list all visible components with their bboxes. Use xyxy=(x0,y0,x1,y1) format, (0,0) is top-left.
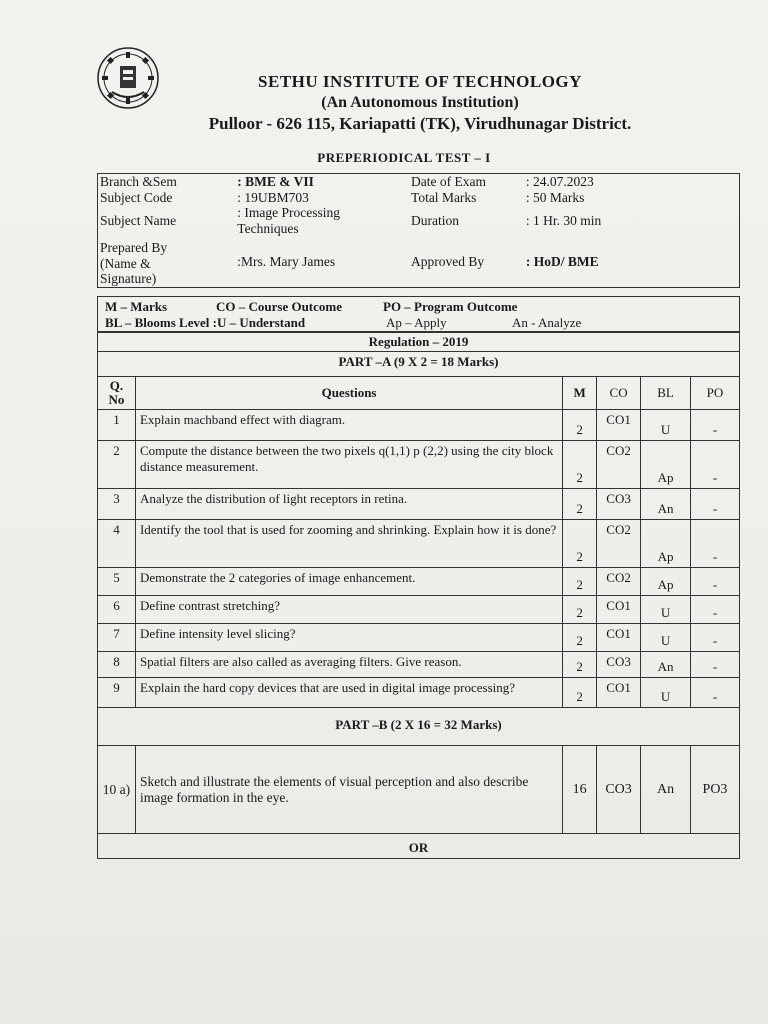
legend-course-outcome: CO – Course Outcome xyxy=(216,299,343,314)
question-co: CO3 xyxy=(597,652,641,678)
duration-label: Duration xyxy=(411,212,460,228)
question-marks: 2 xyxy=(563,489,597,520)
question-number: 5 xyxy=(98,568,136,596)
legend-apply: Ap – Apply xyxy=(386,315,447,330)
col-qno: Q. No xyxy=(98,377,136,410)
question-marks: 2 xyxy=(563,596,597,624)
institute-name: SETHU INSTITUTE OF TECHNOLOGY xyxy=(258,72,582,91)
question-bl: An xyxy=(641,746,691,834)
abbreviation-legend xyxy=(97,296,740,332)
question-row xyxy=(98,489,740,520)
question-marks: 2 xyxy=(563,441,597,489)
question-row xyxy=(98,441,740,489)
regulation-row xyxy=(98,333,740,352)
question-po: - xyxy=(690,520,739,568)
branch-value: : BME & VII xyxy=(237,174,314,189)
question-number: 2 xyxy=(98,441,136,489)
subject-name-value xyxy=(235,205,409,236)
branch-label: Branch &Sem xyxy=(100,174,177,189)
question-text: Demonstrate the 2 categories of image enhancement. xyxy=(135,568,562,596)
code-label: Subject Code xyxy=(100,189,173,205)
question-marks: 2 xyxy=(563,568,597,596)
legend-program-outcome: PO – Program Outcome xyxy=(383,299,518,314)
or-label: OR xyxy=(98,834,740,859)
question-number: 9 xyxy=(98,678,136,708)
question-text: Sketch and illustrate the elements of visual perception and also describe image formation in the eye. xyxy=(135,746,562,834)
col-po: PO xyxy=(690,377,739,410)
prepared-value: :Mrs. Mary James xyxy=(237,253,336,269)
question-number: 3 xyxy=(98,489,136,520)
question-po: - xyxy=(690,678,739,708)
duration-value: : 1 Hr. 30 min xyxy=(525,212,602,228)
question-bl: U xyxy=(641,410,691,441)
question-marks: 2 xyxy=(563,678,597,708)
subject-name-line2: Techniques xyxy=(237,220,299,236)
question-text: Define intensity level slicing? xyxy=(135,624,562,652)
question-bl: U xyxy=(641,596,691,624)
question-row xyxy=(98,568,740,596)
question-marks: 2 xyxy=(563,652,597,678)
prepared-label-line2: (Name & xyxy=(100,255,151,271)
question-row xyxy=(98,596,740,624)
question-po: - xyxy=(690,596,739,624)
part-b-questions xyxy=(98,746,740,834)
question-row xyxy=(98,678,740,708)
part-a-title: PART –A (9 X 2 = 18 Marks) xyxy=(98,352,740,377)
marks-value: : 50 Marks xyxy=(525,189,585,205)
institute-address: Pulloor - 626 115, Kariapatti (TK), Virudhunagar District. xyxy=(208,114,632,133)
question-number: 4 xyxy=(98,520,136,568)
question-text: Spatial filters are also called as averaging filters. Give reason. xyxy=(135,652,562,678)
question-po: - xyxy=(690,489,739,520)
question-text: Compute the distance between the two pixels q(1,1) p (2,2) using the city block distance measurement. xyxy=(135,441,562,489)
question-number: 1 xyxy=(98,410,136,441)
question-po: - xyxy=(690,410,739,441)
question-co: CO2 xyxy=(597,441,641,489)
questions-table xyxy=(97,332,740,859)
prepared-label-line3: Signature) xyxy=(100,271,157,286)
question-co: CO3 xyxy=(597,746,641,834)
question-text: Explain the hard copy devices that are used in digital image processing? xyxy=(135,678,562,708)
question-co: CO1 xyxy=(597,596,641,624)
question-co: CO2 xyxy=(597,520,641,568)
question-co: CO3 xyxy=(597,489,641,520)
question-po: - xyxy=(690,652,739,678)
date-label: Date of Exam xyxy=(411,174,486,189)
marks-label: Total Marks xyxy=(411,189,477,205)
legend-blooms-level: BL – Blooms Level :U – Understand xyxy=(105,315,306,330)
part-b-title-row xyxy=(98,708,740,746)
question-bl: Ap xyxy=(641,520,691,568)
code-value: : 19UBM703 xyxy=(237,189,309,205)
approved-label: Approved By xyxy=(411,253,485,269)
question-bl: An xyxy=(641,489,691,520)
subject-name-label: Subject Name xyxy=(100,212,177,228)
col-questions: Questions xyxy=(135,377,562,410)
question-po: - xyxy=(690,441,739,489)
question-row xyxy=(98,624,740,652)
question-row xyxy=(98,652,740,678)
column-header-row xyxy=(98,377,740,410)
col-marks: M xyxy=(563,377,597,410)
legend-marks: M – Marks xyxy=(105,299,168,314)
legend-analyze: An - Analyze xyxy=(512,315,582,330)
question-row xyxy=(98,746,740,834)
question-co: CO1 xyxy=(597,624,641,652)
question-row xyxy=(98,520,740,568)
question-number: 8 xyxy=(98,652,136,678)
question-marks: 2 xyxy=(563,624,597,652)
question-bl: Ap xyxy=(641,441,691,489)
regulation: Regulation – 2019 xyxy=(98,333,740,352)
question-number: 10 a) xyxy=(98,746,136,834)
question-text: Analyze the distribution of light receptors in retina. xyxy=(135,489,562,520)
date-value: : 24.07.2023 xyxy=(525,174,594,189)
question-row xyxy=(98,410,740,441)
question-text: Explain machband effect with diagram. xyxy=(135,410,562,441)
part-a-title-row xyxy=(98,352,740,377)
question-number: 7 xyxy=(98,624,136,652)
part-a-questions xyxy=(98,410,740,708)
prepared-label xyxy=(98,236,236,287)
question-marks: 2 xyxy=(563,410,597,441)
col-co: CO xyxy=(597,377,641,410)
part-b-title: PART –B (2 X 16 = 32 Marks) xyxy=(98,708,740,746)
institute-status: (An Autonomous Institution) xyxy=(321,94,519,111)
question-bl: U xyxy=(641,678,691,708)
exam-info-table xyxy=(97,173,740,288)
question-text: Identify the tool that is used for zooming and shrinking. Explain how it is done? xyxy=(135,520,562,568)
test-title: PREPERIODICAL TEST – I xyxy=(317,150,491,165)
question-marks: 16 xyxy=(563,746,597,834)
col-bl: BL xyxy=(641,377,691,410)
or-row xyxy=(98,834,740,859)
question-co: CO1 xyxy=(597,678,641,708)
question-bl: Ap xyxy=(641,568,691,596)
question-po: - xyxy=(690,624,739,652)
question-po: PO3 xyxy=(690,746,739,834)
question-bl: U xyxy=(641,624,691,652)
question-text: Define contrast stretching? xyxy=(135,596,562,624)
question-po: - xyxy=(690,568,739,596)
approved-value: : HoD/ BME xyxy=(525,253,599,269)
question-number: 6 xyxy=(98,596,136,624)
question-co: CO2 xyxy=(597,568,641,596)
question-co: CO1 xyxy=(597,410,641,441)
subject-name-line1: : Image Processing xyxy=(237,205,341,220)
prepared-label-line1: Prepared By xyxy=(100,240,168,255)
question-bl: An xyxy=(641,652,691,678)
question-marks: 2 xyxy=(563,520,597,568)
